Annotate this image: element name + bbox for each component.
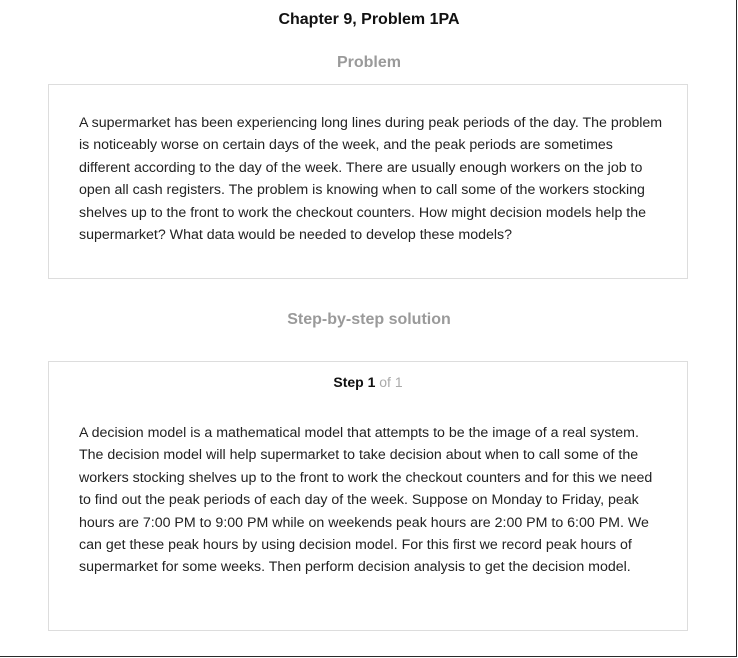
step-indicator [49, 374, 687, 390]
step-total: of 1 [379, 374, 403, 390]
problem-text: A supermarket has been experiencing long lines during peak periods of the day. The problem is noticeably worse on certain days of the week, and the peak periods are sometimes different according to the day of the week. There are usually enough workers on the job to open all cash registers. The problem is knowing when to call some of the workers stocking shelves up to the front to work the checkout counters. How might decision models help the supermarket? What data would be needed to develop these models? [79, 115, 663, 244]
step-number: Step 1 [333, 374, 376, 390]
solution-text: A decision model is a mathematical model that attempts to be the image of a real system. The decision model will help supermarket to take decision about when to call some of the workers stocking shelves up to the front to work the checkout counters and for this we need to find out the peak periods of each day of the week. Suppose on Monday to Friday, peak hours are 7:00 PM to 9:00 PM while on weekends peak hours are 2:00 PM to 6:00 PM. We can get these peak hours by using decision model. For this first we record peak hours of supermarket for some weeks. Then perform decision analysis to get the decision model. [79, 425, 653, 576]
solution-heading: Step-by-step solution [287, 311, 451, 328]
solution-card [48, 361, 688, 631]
chapter-title: Chapter 9, Problem 1PA [278, 11, 460, 28]
problem-card [48, 84, 688, 279]
problem-heading: Problem [336, 54, 401, 71]
